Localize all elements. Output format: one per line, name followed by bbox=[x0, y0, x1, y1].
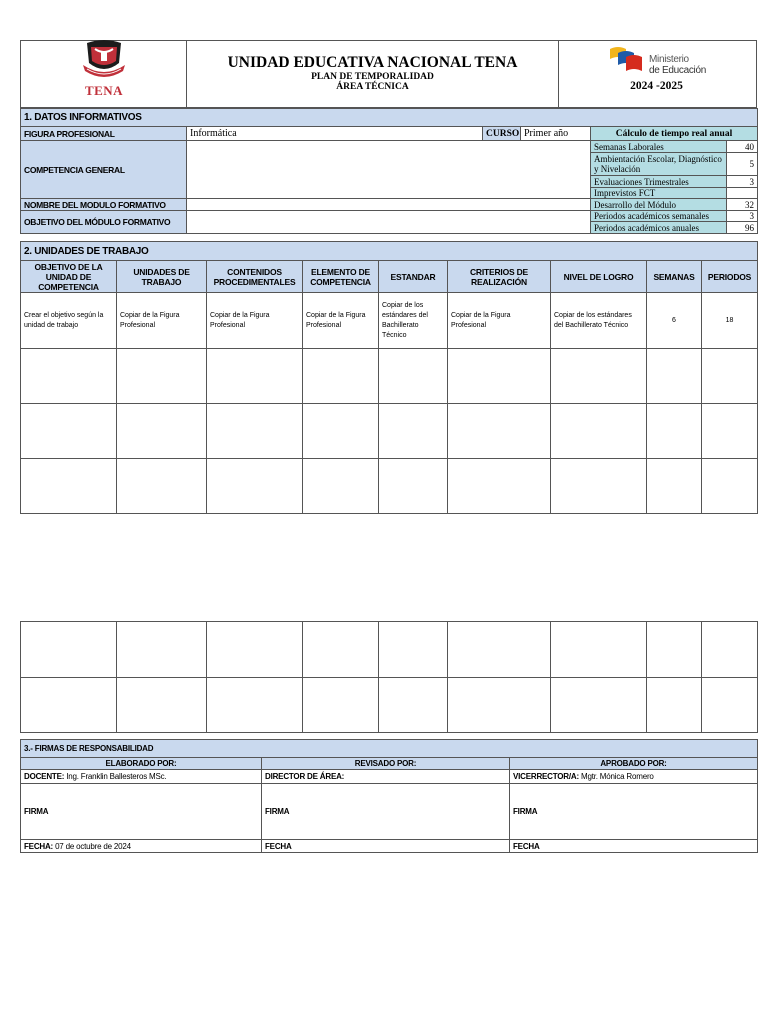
vicerrector-value: Mgtr. Mónica Romero bbox=[580, 772, 654, 781]
table-cell[interactable]: Copiar de los estándares del Bachillerato Técnico bbox=[551, 293, 647, 349]
calc-title: Cálculo de tiempo real anual bbox=[591, 127, 758, 141]
section3-title: 3.- FIRMAS DE RESPONSABILIDAD bbox=[21, 740, 758, 758]
header-box bbox=[20, 40, 757, 108]
table-row bbox=[21, 459, 758, 514]
column-header: ESTANDAR bbox=[379, 261, 448, 293]
school-name: UNIDAD EDUCATIVA NACIONAL TENA bbox=[227, 54, 518, 71]
column-header: UNIDADES DE TRABAJO bbox=[117, 261, 207, 293]
calc-row-value: 3 bbox=[727, 211, 758, 222]
column-header: CONTENIDOS PROCEDIMENTALES bbox=[207, 261, 303, 293]
firma-docente[interactable]: FIRMA bbox=[21, 784, 262, 840]
unidades-trabajo-continuation bbox=[20, 621, 758, 733]
fecha-label: FECHA: bbox=[24, 841, 54, 851]
figura-value[interactable]: Informática bbox=[187, 127, 483, 141]
fecha-vicerrector[interactable]: FECHA bbox=[510, 840, 758, 853]
curso-label: CURSO bbox=[483, 127, 521, 141]
area-subtitle: ÁREA TÉCNICA bbox=[336, 82, 409, 92]
competencia-label: COMPETENCIA GENERAL bbox=[21, 141, 187, 199]
section2-title: 2. UNIDADES DE TRABAJO bbox=[21, 242, 758, 261]
aprobado-header: APROBADO POR: bbox=[510, 758, 758, 770]
ministry-line1: Ministerio bbox=[649, 54, 689, 65]
revisado-header: REVISADO POR: bbox=[262, 758, 510, 770]
elaborado-header: ELABORADO POR: bbox=[21, 758, 262, 770]
column-header: NIVEL DE LOGRO bbox=[551, 261, 647, 293]
docente-cell[interactable] bbox=[21, 770, 262, 784]
column-header: SEMANAS bbox=[647, 261, 702, 293]
table-cell[interactable]: Crear el objetivo según la unidad de trabajo bbox=[21, 293, 117, 349]
table-row bbox=[21, 404, 758, 459]
firma-vicerrector[interactable]: FIRMA bbox=[510, 784, 758, 840]
calc-row-label: Imprevistos FCT bbox=[591, 188, 727, 199]
table-cell[interactable]: 6 bbox=[647, 293, 702, 349]
calc-row-value: 40 bbox=[727, 141, 758, 153]
ministry-logo-block bbox=[559, 41, 756, 107]
column-header: ELEMENTO DE COMPETENCIA bbox=[303, 261, 379, 293]
calc-row-label: Evaluaciones Trimestrales bbox=[591, 176, 727, 188]
firma-director[interactable]: FIRMA bbox=[262, 784, 510, 840]
fecha-value: 07 de octubre de 2024 bbox=[55, 841, 131, 851]
table-cell[interactable]: Copiar de los estándares del Bachillerato Técnico bbox=[379, 293, 448, 349]
calc-row-value: 3 bbox=[727, 176, 758, 188]
calc-row-value: 32 bbox=[727, 199, 758, 211]
director-label: DIRECTOR DE ÁREA: bbox=[265, 772, 345, 781]
school-logo-text: TENA bbox=[84, 83, 124, 98]
calc-row-label: Desarrollo del Módulo bbox=[591, 199, 727, 211]
curso-value[interactable]: Primer año bbox=[521, 127, 591, 141]
table-cell[interactable]: 18 bbox=[702, 293, 758, 349]
calc-row-value: 5 bbox=[727, 153, 758, 176]
table-row bbox=[21, 349, 758, 404]
plan-subtitle: PLAN DE TEMPORALIDAD bbox=[311, 72, 434, 82]
fecha-docente-cell[interactable] bbox=[21, 840, 262, 853]
ministry-line2: de Educación bbox=[649, 65, 707, 76]
table-cell[interactable]: Copiar de la Figura Profesional bbox=[117, 293, 207, 349]
datos-informativos-table bbox=[20, 108, 758, 234]
calc-row-label: Periodos académicos anuales bbox=[591, 222, 727, 234]
table-row bbox=[21, 622, 758, 678]
table-cell[interactable]: Copiar de la Figura Profesional bbox=[303, 293, 379, 349]
objetivo-value[interactable] bbox=[187, 211, 591, 234]
table-cell[interactable]: Copiar de la Figura Profesional bbox=[448, 293, 551, 349]
column-header: CRITERIOS DE REALIZACIÓN bbox=[448, 261, 551, 293]
modulo-label: NOMBRE DEL MODULO FORMATIVO bbox=[21, 199, 187, 211]
fecha-director[interactable]: FECHA bbox=[262, 840, 510, 853]
school-logo bbox=[21, 41, 187, 107]
vicerrector-label: VICERRECTOR/A: bbox=[513, 772, 579, 781]
calc-row-label: Semanas Laborales bbox=[591, 141, 727, 153]
firmas-table bbox=[20, 739, 758, 853]
director-cell[interactable] bbox=[262, 770, 510, 784]
vicerrector-cell[interactable] bbox=[510, 770, 758, 784]
table-cell[interactable]: Copiar de la Figura Profesional bbox=[207, 293, 303, 349]
modulo-value[interactable] bbox=[187, 199, 591, 211]
section1-title: 1. DATOS INFORMATIVOS bbox=[21, 109, 758, 127]
calc-row-value bbox=[727, 188, 758, 199]
docente-label: DOCENTE: bbox=[24, 772, 65, 781]
objetivo-label: OBJETIVO DEL MÓDULO FORMATIVO bbox=[21, 211, 187, 234]
calc-row-label: Ambientación Escolar, Diagnóstico y Nivelación bbox=[591, 153, 727, 176]
docente-value: Ing. Franklin Ballesteros MSc. bbox=[66, 772, 167, 781]
school-year: 2024 -2025 bbox=[630, 80, 683, 92]
table-row bbox=[21, 678, 758, 733]
calc-row-value: 96 bbox=[727, 222, 758, 234]
competencia-value[interactable] bbox=[187, 141, 591, 199]
calc-row-label: Periodos académicos semanales bbox=[591, 211, 727, 222]
column-header: PERIODOS bbox=[702, 261, 758, 293]
unidades-trabajo-table bbox=[20, 241, 758, 514]
ministry-flag-icon bbox=[608, 45, 644, 75]
header-title-block bbox=[187, 41, 559, 107]
column-header: OBJETIVO DE LA UNIDAD DE COMPETENCIA bbox=[21, 261, 117, 293]
figura-label: FIGURA PROFESIONAL bbox=[21, 127, 187, 141]
